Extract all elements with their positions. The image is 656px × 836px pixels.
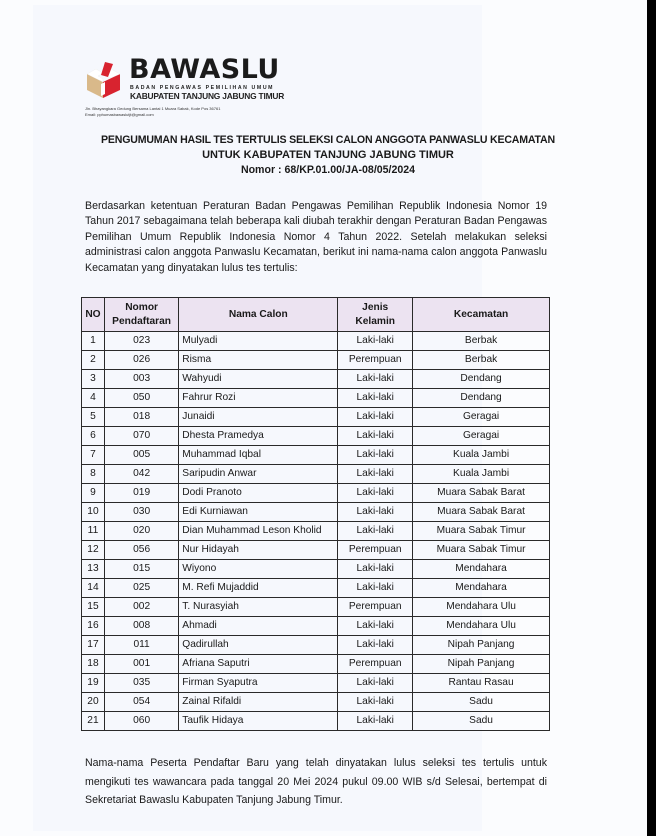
table-row (82, 712, 550, 731)
cell-jenis-kelamin: Laki-laki (338, 484, 413, 503)
cell-no: 1 (82, 332, 105, 351)
cell-kecamatan: Mendahara (413, 579, 550, 598)
table-row (82, 484, 550, 503)
cell-nama-calon: Muhammad Iqbal (179, 446, 338, 465)
cell-no: 15 (82, 598, 105, 617)
cell-kecamatan: Geragai (413, 427, 550, 446)
cell-kecamatan: Rantau Rasau (413, 674, 550, 693)
header-no: NO (82, 298, 105, 332)
cell-kecamatan: Muara Sabak Timur (413, 541, 550, 560)
cell-no: 10 (82, 503, 105, 522)
cell-kecamatan: Muara Sabak Barat (413, 484, 550, 503)
table-row (82, 351, 550, 370)
cell-no: 16 (82, 617, 105, 636)
cell-no: 20 (82, 693, 105, 712)
table-row (82, 408, 550, 427)
cell-no: 17 (82, 636, 105, 655)
table-row (82, 674, 550, 693)
table-row (82, 503, 550, 522)
header-kecamatan: Kecamatan (413, 298, 550, 332)
cell-no: 13 (82, 560, 105, 579)
cell-nama-calon: Wiyono (179, 560, 338, 579)
cell-nama-calon: Junaidi (179, 408, 338, 427)
cell-kecamatan: Mendahara (413, 560, 550, 579)
cell-no: 9 (82, 484, 105, 503)
cell-no: 2 (82, 351, 105, 370)
results-table (81, 297, 550, 731)
cell-nama-calon: Mulyadi (179, 332, 338, 351)
cell-nama-calon: Wahyudi (179, 370, 338, 389)
cell-kecamatan: Geragai (413, 408, 550, 427)
cell-jenis-kelamin: Laki-laki (338, 693, 413, 712)
header-jenis-line1: Jenis (362, 301, 389, 313)
header-jenis-line2: Kelamin (355, 315, 396, 327)
cell-nomor-pendaftaran: 025 (104, 579, 178, 598)
cell-jenis-kelamin: Perempuan (338, 598, 413, 617)
cell-no: 18 (82, 655, 105, 674)
ballot-box-icon (84, 60, 124, 100)
cell-nomor-pendaftaran: 005 (104, 446, 178, 465)
table-row (82, 427, 550, 446)
table-row (82, 370, 550, 389)
intro-paragraph: Berdasarkan ketentuan Peraturan Badan Pengawas Pemilihan Republik Indonesia Nomor 19 Tahun 2017 sebagaimana telah beberapa kali diubah terakhir dengan Peraturan Badan Pengawas Pemilihan Umum Republik Indonesia Nomor 4 Tahun 2022. Setelah melakukan seleksi administrasi calon anggota Panwaslu Kecamatan, berikut ini nama-nama calon anggota Panwaslu Kecamatan yang dinyatakan lulus tes tertulis: (85, 200, 547, 274)
header-nomor-line1: Nomor (125, 301, 159, 313)
cell-nomor-pendaftaran: 070 (104, 427, 178, 446)
cell-jenis-kelamin: Laki-laki (338, 389, 413, 408)
table-header-row (82, 298, 550, 332)
header-nomor-line2: Pendaftaran (112, 315, 172, 327)
cell-nama-calon: Edi Kurniawan (179, 503, 338, 522)
table-row (82, 560, 550, 579)
cell-kecamatan: Nipah Panjang (413, 655, 550, 674)
cell-no: 8 (82, 465, 105, 484)
email-line: Email: pphumasbawaslutjt@gmail.com (85, 112, 154, 117)
cell-jenis-kelamin: Laki-laki (338, 503, 413, 522)
table-body (82, 332, 550, 731)
table-row (82, 446, 550, 465)
table-row (82, 636, 550, 655)
cell-no: 4 (82, 389, 105, 408)
cell-kecamatan: Mendahara Ulu (413, 598, 550, 617)
cell-kecamatan: Muara Sabak Timur (413, 522, 550, 541)
cell-nomor-pendaftaran: 018 (104, 408, 178, 427)
cell-jenis-kelamin: Laki-laki (338, 636, 413, 655)
cell-jenis-kelamin: Perempuan (338, 351, 413, 370)
cell-nama-calon: M. Refi Mujaddid (179, 579, 338, 598)
cell-no: 11 (82, 522, 105, 541)
brand-name: BAWASLU (129, 54, 280, 85)
document-number: Nomor : 68/KP.01.00/JA-08/05/2024 (240, 164, 416, 176)
cell-jenis-kelamin: Laki-laki (338, 332, 413, 351)
table-row (82, 598, 550, 617)
cell-kecamatan: Sadu (413, 712, 550, 731)
cell-nama-calon: Firman Syaputra (179, 674, 338, 693)
announcement-title: PENGUMUMAN HASIL TES TERTULIS SELEKSI CALON ANGGOTA PANWASLU KECAMATAN (101, 134, 555, 146)
cell-no: 3 (82, 370, 105, 389)
table-row (82, 693, 550, 712)
cell-kecamatan: Sadu (413, 693, 550, 712)
cell-kecamatan: Dendang (413, 389, 550, 408)
cell-no: 12 (82, 541, 105, 560)
table-row (82, 465, 550, 484)
announcement-subtitle: UNTUK KABUPATEN TANJUNG JABUNG TIMUR (202, 149, 454, 161)
cell-nama-calon: Afriana Saputri (179, 655, 338, 674)
cell-no: 7 (82, 446, 105, 465)
cell-kecamatan: Berbak (413, 332, 550, 351)
table-row (82, 617, 550, 636)
table-row (82, 332, 550, 351)
cell-jenis-kelamin: Laki-laki (338, 522, 413, 541)
cell-nama-calon: Risma (179, 351, 338, 370)
cell-nomor-pendaftaran: 015 (104, 560, 178, 579)
cell-jenis-kelamin: Perempuan (338, 655, 413, 674)
cell-nama-calon: Qadirullah (179, 636, 338, 655)
cell-nomor-pendaftaran: 060 (104, 712, 178, 731)
cell-jenis-kelamin: Laki-laki (338, 446, 413, 465)
cell-jenis-kelamin: Laki-laki (338, 674, 413, 693)
cell-nomor-pendaftaran: 054 (104, 693, 178, 712)
cell-nomor-pendaftaran: 050 (104, 389, 178, 408)
cell-nomor-pendaftaran: 026 (104, 351, 178, 370)
letterhead (84, 54, 314, 123)
cell-kecamatan: Mendahara Ulu (413, 617, 550, 636)
cell-nama-calon: Dhesta Pramedya (179, 427, 338, 446)
cell-nama-calon: Ahmadi (179, 617, 338, 636)
cell-nomor-pendaftaran: 019 (104, 484, 178, 503)
cell-kecamatan: Nipah Panjang (413, 636, 550, 655)
brand-region: KABUPATEN TANJUNG JABUNG TIMUR (130, 91, 285, 101)
cell-nomor-pendaftaran: 001 (104, 655, 178, 674)
cell-jenis-kelamin: Laki-laki (338, 560, 413, 579)
cell-nomor-pendaftaran: 023 (104, 332, 178, 351)
cell-no: 21 (82, 712, 105, 731)
cell-nama-calon: T. Nurasyiah (179, 598, 338, 617)
cell-jenis-kelamin: Laki-laki (338, 712, 413, 731)
cell-kecamatan: Berbak (413, 351, 550, 370)
cell-jenis-kelamin: Laki-laki (338, 370, 413, 389)
table-row (82, 655, 550, 674)
cell-kecamatan: Muara Sabak Barat (413, 503, 550, 522)
table-row (82, 389, 550, 408)
table-row (82, 579, 550, 598)
cell-jenis-kelamin: Laki-laki (338, 408, 413, 427)
cell-no: 5 (82, 408, 105, 427)
address-line: Jln. Bhayangkara Gedung Bersama Lantai 1 Muara Sabak, Kode Pos 36761 (85, 106, 221, 111)
cell-no: 6 (82, 427, 105, 446)
cell-nomor-pendaftaran: 011 (104, 636, 178, 655)
cell-nama-calon: Saripudin Anwar (179, 465, 338, 484)
cell-nomor-pendaftaran: 003 (104, 370, 178, 389)
cell-kecamatan: Dendang (413, 370, 550, 389)
cell-nomor-pendaftaran: 030 (104, 503, 178, 522)
header-nomor-pendaftaran (104, 298, 178, 332)
cell-kecamatan: Kuala Jambi (413, 465, 550, 484)
table-row (82, 541, 550, 560)
cell-jenis-kelamin: Laki-laki (338, 427, 413, 446)
cell-nama-calon: Fahrur Rozi (179, 389, 338, 408)
cell-nama-calon: Taufik Hidaya (179, 712, 338, 731)
cell-nomor-pendaftaran: 035 (104, 674, 178, 693)
cell-nomor-pendaftaran: 002 (104, 598, 178, 617)
cell-nama-calon: Zainal Rifaldi (179, 693, 338, 712)
cell-nomor-pendaftaran: 056 (104, 541, 178, 560)
cell-jenis-kelamin: Perempuan (338, 541, 413, 560)
cell-nomor-pendaftaran: 042 (104, 465, 178, 484)
brand-subtitle: BADAN PENGAWAS PEMILIHAN UMUM (130, 85, 275, 91)
cell-nomor-pendaftaran: 008 (104, 617, 178, 636)
cell-no: 14 (82, 579, 105, 598)
closing-paragraph: Nama-nama Peserta Pendaftar Baru yang telah dinyatakan lulus seleksi tes tertulis untuk mengikuti tes wawancara pada tanggal 20 Mei 2024 pukul 09.00 WIB s/d Selesai, bertempat di Sekretariat Bawaslu Kabupaten Tanjung Jabung Timur. (85, 757, 547, 807)
cell-jenis-kelamin: Laki-laki (338, 579, 413, 598)
header-jenis-kelamin (338, 298, 413, 332)
cell-nomor-pendaftaran: 020 (104, 522, 178, 541)
cell-nama-calon: Nur Hidayah (179, 541, 338, 560)
cell-no: 19 (82, 674, 105, 693)
cell-nama-calon: Dodi Pranoto (179, 484, 338, 503)
cell-jenis-kelamin: Laki-laki (338, 617, 413, 636)
table-row (82, 522, 550, 541)
cell-nama-calon: Dian Muhammad Leson Kholid (179, 522, 338, 541)
header-nama-calon: Nama Calon (179, 298, 338, 332)
cell-jenis-kelamin: Laki-laki (338, 465, 413, 484)
cell-kecamatan: Kuala Jambi (413, 446, 550, 465)
